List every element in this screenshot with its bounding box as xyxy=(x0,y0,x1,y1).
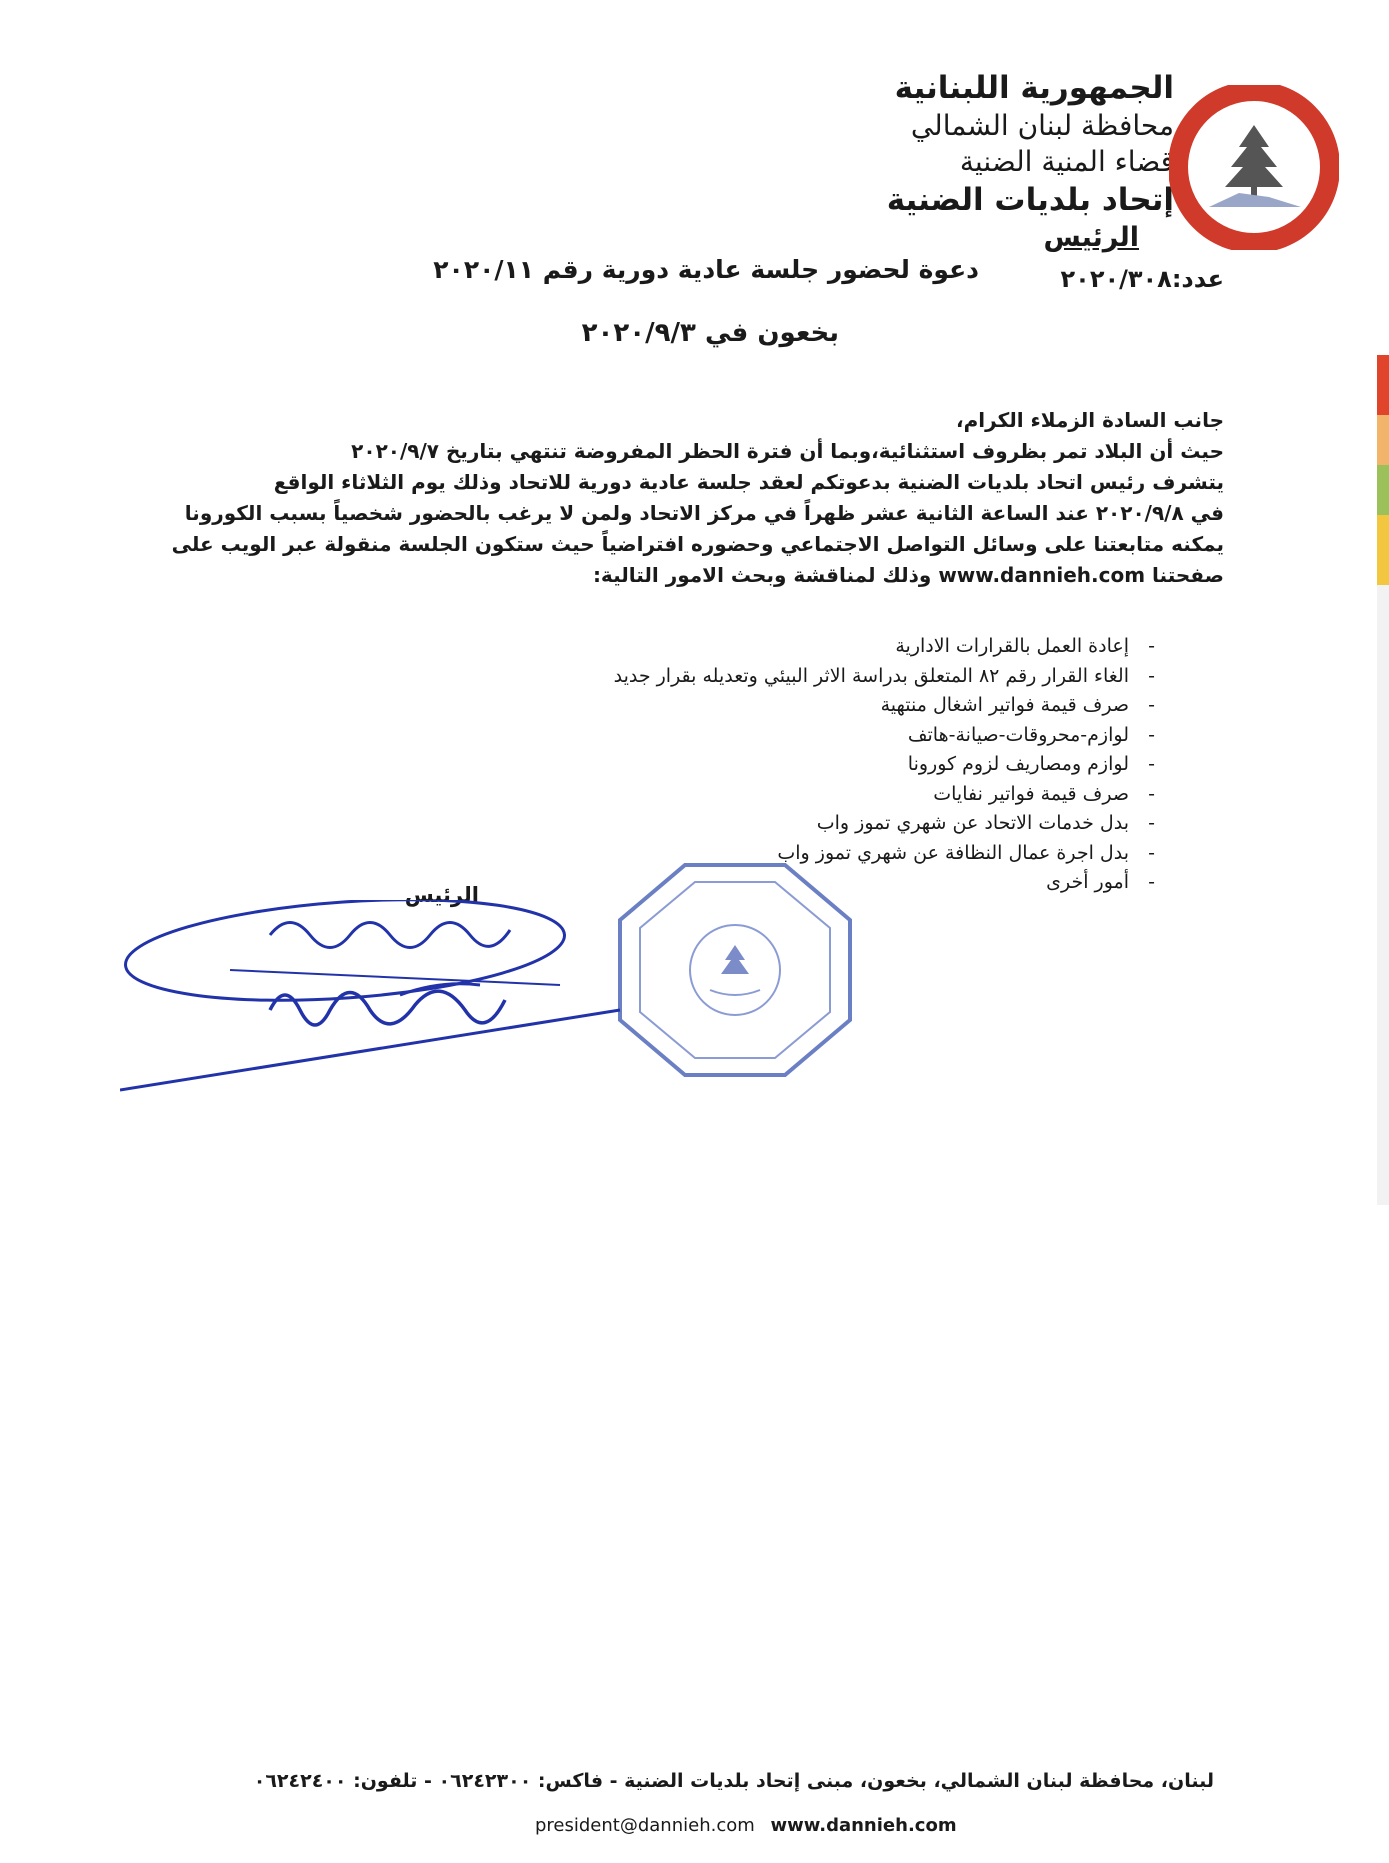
list-item xyxy=(474,721,1174,751)
official-stamp-icon xyxy=(615,860,855,1080)
agenda-item-text: صرف قيمة فواتير نفايات xyxy=(933,782,1129,805)
salutation: جانب السادة الزملاء الكرام، xyxy=(956,408,1224,432)
reference-number: عدد:٢٠٢٠/٣٠٨ xyxy=(1060,265,1224,293)
body-line: يتشرف رئيس اتحاد بلديات الضنية بدعوتكم لعقد جلسة عادية دورية للاتحاد وذلك يوم الثلاثاء الواقع xyxy=(273,470,1224,494)
body-line: حيث أن البلاد تمر بظروف استثنائية،وبما أن فترة الحظر المفروضة تنتهي بتاريخ ٢٠٢٠/٩/٧ xyxy=(351,439,1224,463)
bullet-dash: - xyxy=(1148,664,1155,687)
bullet-dash: - xyxy=(1148,635,1155,657)
bullet-dash: - xyxy=(1148,841,1155,864)
list-item xyxy=(474,691,1174,721)
bullet-dash: - xyxy=(1148,871,1155,893)
footer-website[interactable]: www.dannieh.com xyxy=(770,1815,957,1836)
body-line: في ٢٠٢٠/٩/٨ عند الساعة الثانية عشر ظهراً في مركز الاتحاد ولمن لا يرغب بالحضور شخصياً بسبب الكورونا xyxy=(184,501,1224,525)
footer-email[interactable]: president@dannieh.com xyxy=(535,1815,755,1836)
body-line: يمكنه متابعتنا على وسائل التواصل الاجتماعي وحضوره افتراضياً حيث ستكون الجلسة منقولة عبر الويب على xyxy=(171,532,1224,556)
signer-title: الرئيس xyxy=(404,883,479,907)
header-president: الرئيس xyxy=(1043,222,1139,253)
header-republic: الجمهورية اللبنانية xyxy=(894,70,1174,106)
union-logo-icon xyxy=(1169,85,1339,250)
agenda-list xyxy=(474,632,1174,898)
agenda-item-text: الغاء القرار رقم ٨٢ المتعلق بدراسة الاثر البيئي وتعديله بقرار جديد xyxy=(613,664,1129,687)
letterhead xyxy=(794,68,1174,256)
bullet-dash: - xyxy=(1148,782,1155,805)
body-line xyxy=(294,560,1224,591)
website-link[interactable]: www.dannieh.com xyxy=(938,563,1146,587)
president-signature-icon xyxy=(120,900,640,1100)
agenda-item-text: أمور أخرى xyxy=(1046,871,1129,893)
list-item xyxy=(474,780,1174,810)
list-item xyxy=(474,750,1174,780)
agenda-item-text: إعادة العمل بالقرارات الادارية xyxy=(895,635,1129,657)
footer-address: لبنان، محافظة لبنان الشمالي، بخعون، مبنى إتحاد بلديات الضنية - فاكس: ٠٦٢٤٢٣٠٠ - تلفون: ٠٦٢٤٢٤٠٠ xyxy=(253,1770,1214,1792)
agenda-item-text: لوازم ومصاريف لزوم كورونا xyxy=(907,753,1129,775)
place-date: بخعون في ٢٠٢٠/٩/٣ xyxy=(581,318,839,348)
agenda-item-text: لوازم-محروقات-صيانة-هاتف xyxy=(907,723,1129,746)
list-item xyxy=(474,662,1174,692)
bullet-dash: - xyxy=(1148,723,1155,746)
agenda-item-text: بدل خدمات الاتحاد عن شهري تموز واب xyxy=(816,812,1129,834)
header-governorate: محافظة لبنان الشمالي xyxy=(910,109,1174,142)
header-union: إتحاد بلديات الضنية xyxy=(886,182,1174,218)
list-item xyxy=(474,632,1174,662)
header-district: قضاء المنية الضنية xyxy=(959,145,1174,178)
body-text: وذلك لمناقشة وبحث الامور التالية: xyxy=(592,563,932,587)
bullet-dash: - xyxy=(1148,753,1155,775)
agenda-item-text: صرف قيمة فواتير اشغال منتهية xyxy=(880,694,1129,716)
footer-contacts xyxy=(535,1815,957,1836)
bullet-dash: - xyxy=(1148,812,1155,834)
body-text: صفحتنا xyxy=(1152,563,1224,587)
letter-body xyxy=(171,405,1224,591)
letter-subject: دعوة لحضور جلسة عادية دورية رقم ٢٠٢٠/١١ xyxy=(433,255,979,284)
scan-edge-strip xyxy=(1377,355,1389,1205)
list-item xyxy=(474,809,1174,839)
bullet-dash: - xyxy=(1148,694,1155,716)
agenda-item-text: بدل اجرة عمال النظافة عن شهري تموز واب xyxy=(777,841,1129,864)
